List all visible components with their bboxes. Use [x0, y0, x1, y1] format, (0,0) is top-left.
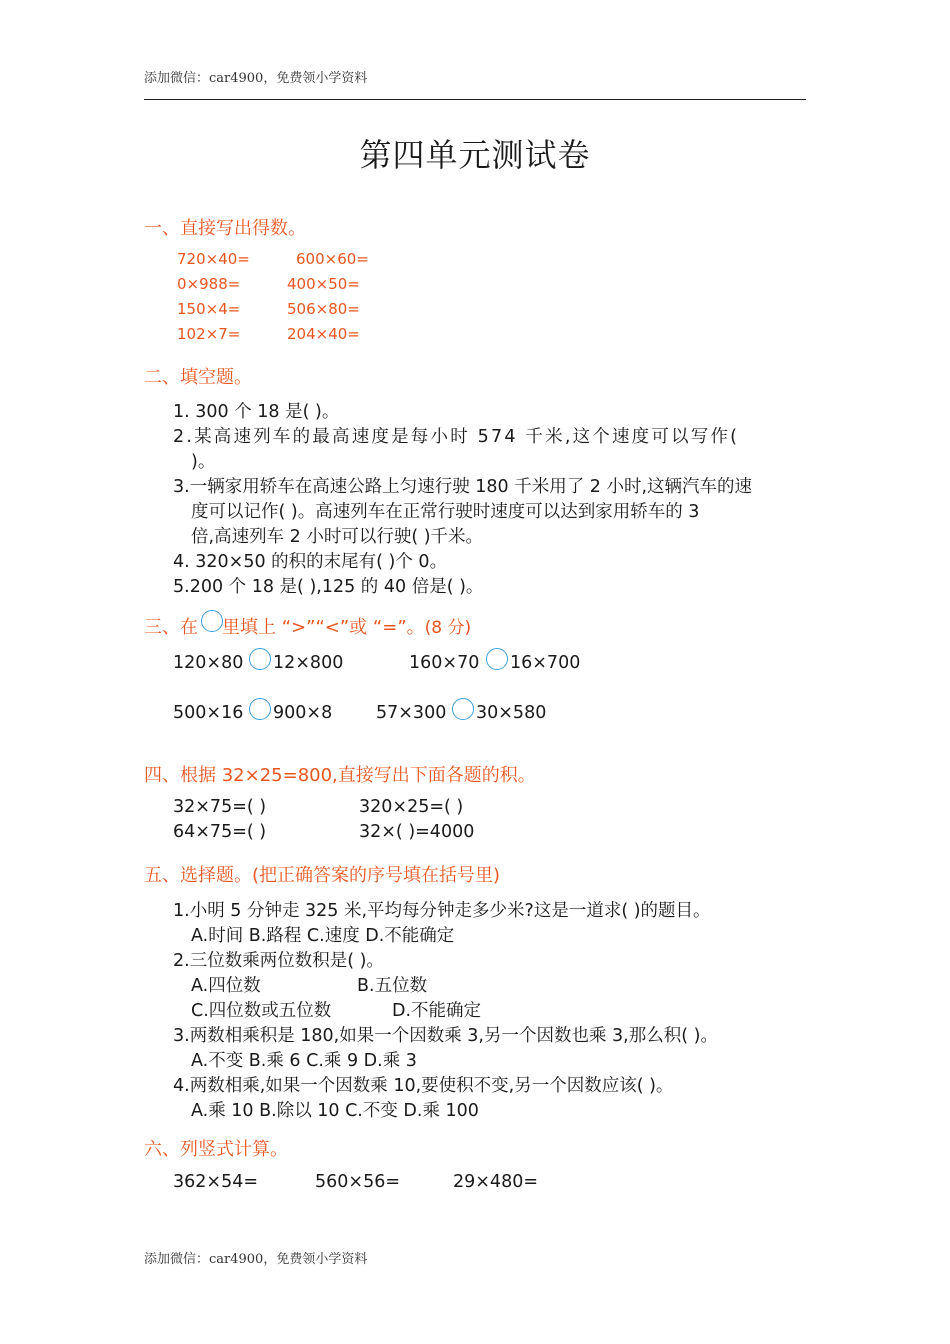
oral-item: 506×80= — [287, 300, 360, 318]
compare-left: 57×300 — [376, 703, 447, 723]
product-item: 32×( )=4000 — [359, 822, 475, 842]
fill-question-5: 5.200 个 18 是( ),125 的 40 倍是( )。 — [173, 577, 484, 597]
vertical-calc-item: 362×54= — [173, 1172, 258, 1192]
oral-item: 102×7= — [177, 325, 241, 343]
product-item: 320×25=( ) — [359, 797, 464, 817]
section4-heading: 四、根据 32×25=800,直接写出下面各题的积。 — [144, 765, 536, 786]
compare-circle-icon[interactable] — [249, 698, 271, 720]
section3-heading — [144, 613, 471, 639]
choice-question-2: 2.三位数乘两位数积是( )。 — [173, 951, 384, 971]
oral-item: 600×60= — [296, 250, 369, 268]
oral-item: 150×4= — [177, 300, 241, 318]
section1-heading: 一、直接写出得数。 — [144, 218, 306, 239]
compare-circle-icon[interactable] — [486, 648, 508, 670]
compare-right: 30×580 — [476, 703, 547, 723]
fill-question-3-line3: 倍,高速列车 2 小时可以行驶( )千米。 — [191, 527, 484, 547]
compare-circle-icon[interactable] — [249, 648, 271, 670]
choice-option: B.五位数 — [357, 976, 428, 996]
compare-right: 16×700 — [510, 653, 581, 673]
vertical-calc-item: 29×480= — [453, 1172, 538, 1192]
compare-circle-icon[interactable] — [452, 698, 474, 720]
vertical-calc-item: 560×56= — [315, 1172, 400, 1192]
compare-left: 160×70 — [409, 653, 480, 673]
choice-question-3: 3.两数相乘积是 180,如果一个因数乘 3,另一个因数也乘 3,那么积( )。 — [173, 1026, 718, 1046]
page-title: 第四单元测试卷 — [359, 136, 591, 174]
choice-question-4: 4.两数相乘,如果一个因数乘 10,要使积不变,另一个因数应该( )。 — [173, 1076, 674, 1096]
fill-question-1: 1. 300 个 18 是( )。 — [173, 402, 340, 422]
compare-right: 12×800 — [273, 653, 344, 673]
choice-option: A.四位数 — [191, 976, 261, 996]
footer-note: 添加微信：car4900，免费领小学资料 — [144, 1252, 368, 1267]
section3-score: (8 分) — [424, 618, 472, 638]
compare-right: 900×8 — [273, 703, 333, 723]
compare-left: 500×16 — [173, 703, 244, 723]
section2-heading: 二、填空题。 — [144, 367, 252, 388]
product-item: 32×75=( ) — [173, 797, 267, 817]
fill-question-3-line2: 度可以记作( )。高速列车在正常行驶时速度可以达到家用轿车的 3 — [191, 502, 700, 522]
section3-heading-start: 三、在 — [144, 617, 198, 638]
fill-question-2-end: )。 — [191, 452, 216, 472]
choice-options-3: A.不变 B.乘 6 C.乘 9 D.乘 3 — [191, 1051, 417, 1071]
oral-item: 0×988= — [177, 275, 241, 293]
header-note: 添加微信：car4900，免费领小学资料 — [144, 71, 368, 86]
oral-item: 204×40= — [287, 325, 360, 343]
oral-item: 720×40= — [177, 250, 250, 268]
choice-options-4: A.乘 10 B.除以 10 C.不变 D.乘 100 — [191, 1101, 479, 1121]
header-rule — [144, 99, 806, 100]
oral-item: 400×50= — [287, 275, 360, 293]
section3-heading-end: 里填上 “>”“<”或 “=”。 — [222, 617, 425, 638]
compare-left: 120×80 — [173, 653, 244, 673]
fill-question-3: 3.一辆家用轿车在高速公路上匀速行驶 180 千米用了 2 小时,这辆汽车的速 — [173, 477, 753, 497]
choice-option: C.四位数或五位数 — [191, 1001, 332, 1021]
choice-question-1: 1.小明 5 分钟走 325 米,平均每分钟走多少米?这是一道求( )的题目。 — [173, 901, 711, 921]
product-item: 64×75=( ) — [173, 822, 267, 842]
section5-heading: 五、选择题。(把正确答案的序号填在括号里) — [144, 865, 501, 886]
section6-heading: 六、列竖式计算。 — [144, 1139, 288, 1160]
fill-question-2: 2.某高速列车的最高速度是每小时 574 千米,这个速度可以写作( — [173, 427, 740, 447]
compare-circle-icon — [201, 610, 223, 632]
fill-question-4: 4. 320×50 的积的末尾有( )个 0。 — [173, 552, 448, 572]
choice-options-1: A.时间 B.路程 C.速度 D.不能确定 — [191, 926, 455, 946]
choice-option: D.不能确定 — [392, 1001, 482, 1021]
